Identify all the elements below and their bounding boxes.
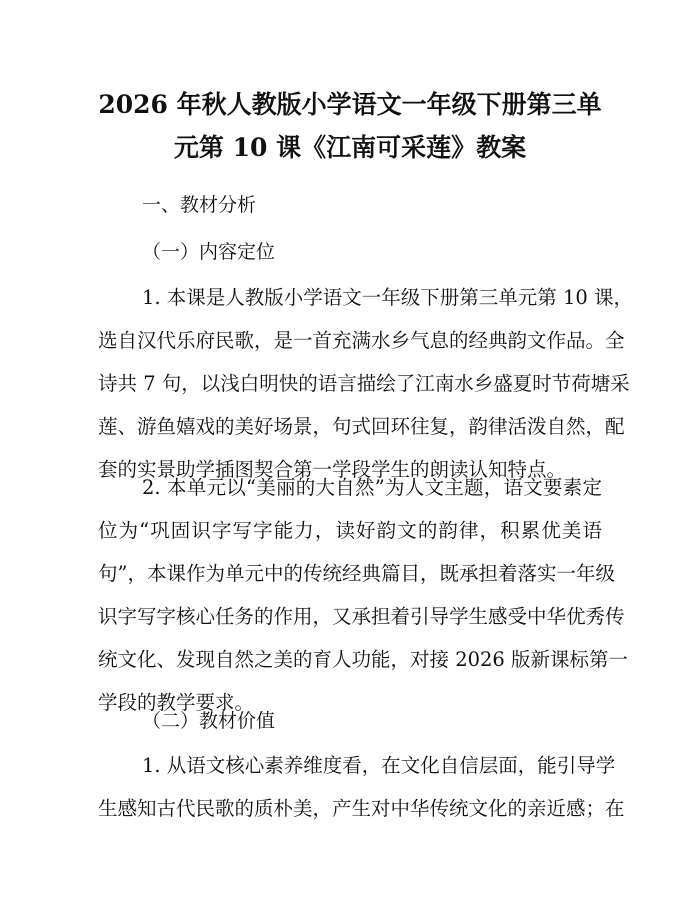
paragraph-line: 诗共 7 句，以浅白明快的语言描绘了江南水乡盛夏时节荷塘采 — [98, 372, 630, 395]
section-heading-textbook-analysis: 一、教材分析 — [142, 194, 257, 216]
paragraph-3 — [98, 753, 625, 839]
subsection-heading-content-positioning: （一）内容定位 — [142, 241, 276, 263]
paragraph-line: 1. 从语文核心素养维度看，在文化自信层面，能引导学 — [142, 754, 616, 777]
paragraph-line: 生感知古代民歌的质朴美，产生对中华传统文化的亲近感；在 — [98, 797, 625, 820]
paragraph-line: 识字写字核心任务的作用，又承担着引导学生感受中华优秀传 — [98, 605, 625, 628]
subsection-heading-textbook-value: （二）教材价值 — [142, 710, 276, 732]
paragraph-line: 套的实景助学插图契合第一学段学生的朗读认知特点。 — [98, 458, 567, 481]
document-title-line-2: 元第 10 课《江南可采莲》教案 — [173, 133, 527, 162]
paragraph-1 — [98, 285, 634, 500]
paragraph-line: 2. 本单元以“美丽的大自然”为人文主题，语文要素定 — [142, 476, 602, 499]
document-title-line-1: 2026 年秋人教版小学语文一年级下册第三单 — [98, 90, 602, 119]
paragraph-line: 莲、游鱼嬉戏的美好场景，句式回环往复，韵律活泼自然，配 — [98, 415, 625, 438]
paragraph-line: 位为“巩固识字写字能力，读好韵文的韵律，积累优美语 — [98, 519, 602, 542]
paragraph-line: 统文化、发现自然之美的育人功能，对接 2026 版新课标第一 — [98, 648, 629, 671]
paragraph-line: 选自汉代乐府民歌，是一首充满水乡气息的经典韵文作品。全 — [98, 329, 625, 352]
paragraph-line: 1. 本课是人教版小学语文一年级下册第三单元第 10 课， — [142, 286, 634, 309]
paragraph-line: 学段的教学要求。 — [98, 691, 255, 714]
paragraph-line: 句”，本课作为单元中的传统经典篇目，既承担着落实一年级 — [98, 562, 615, 585]
paragraph-2 — [98, 475, 629, 733]
